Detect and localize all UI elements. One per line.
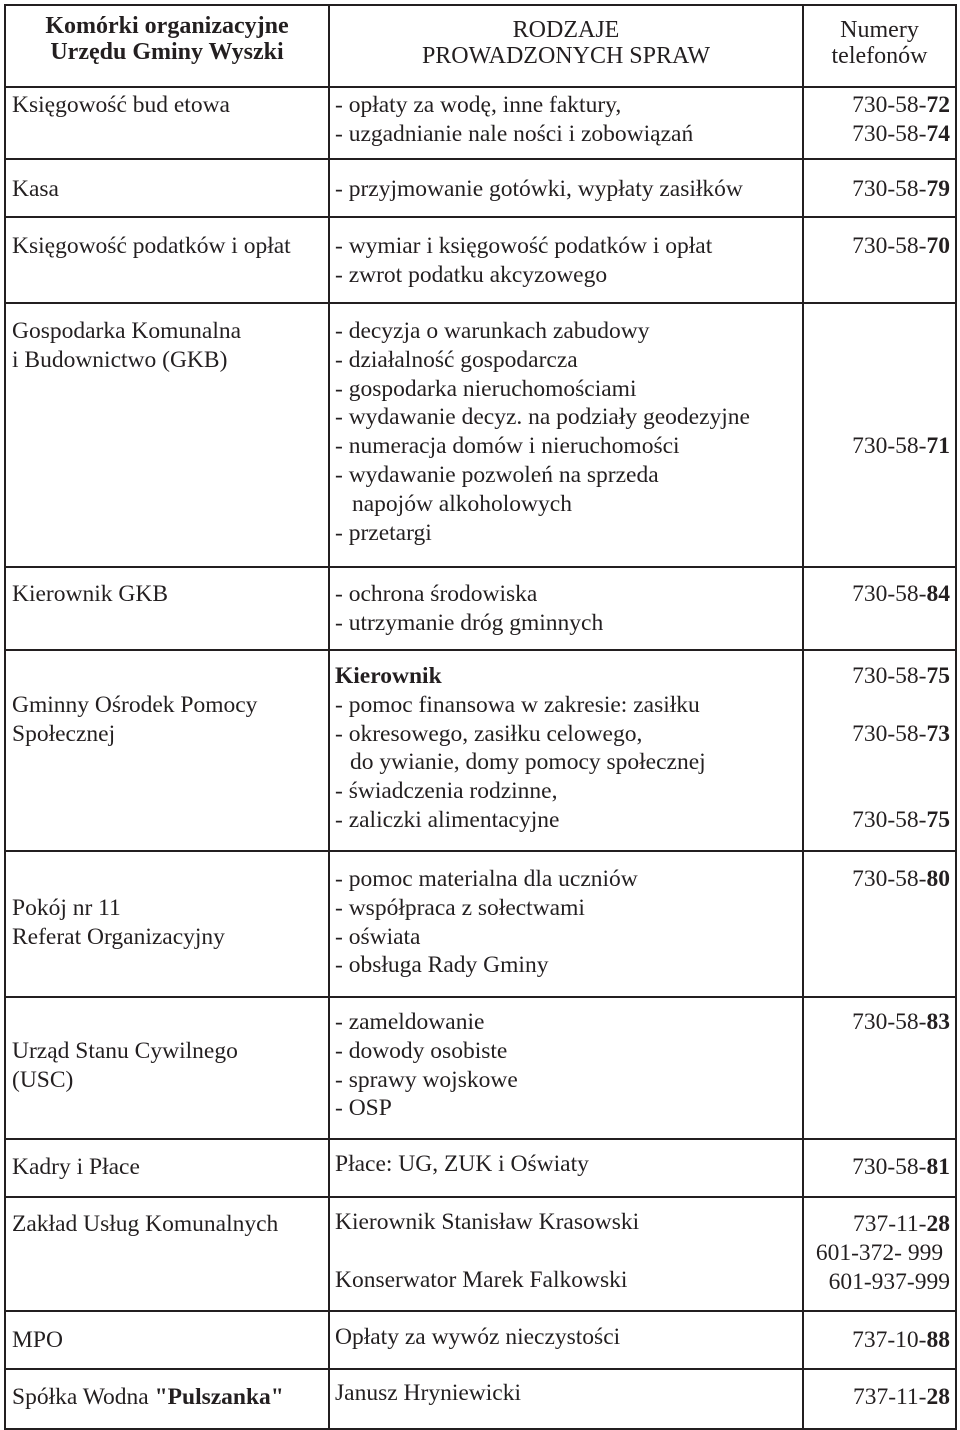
phone-number: 601-937-999: [828, 1268, 950, 1295]
unit-cell: [5, 1311, 329, 1369]
phone-number: 730-58-75: [852, 806, 950, 833]
phone-number: 730-58-73: [852, 720, 950, 747]
table-row: [5, 1197, 956, 1311]
table-row: [5, 217, 956, 303]
task-item: - obsługa Rady Gminy: [335, 952, 549, 979]
contact-table: [4, 4, 957, 1430]
task-item: - gospodarka nieruchomościami: [335, 375, 637, 402]
phone-number: 730-58-83: [852, 1009, 950, 1035]
task-item: - utrzymanie dróg gminnych: [335, 609, 604, 636]
table-row: [5, 650, 956, 851]
task-item: Kierownik Stanisław Krasowski: [335, 1209, 640, 1235]
phones-cell: [803, 567, 956, 650]
task-item: - wydawanie pozwoleń na sprzeda: [335, 461, 659, 488]
task-item: Konserwator Marek Falkowski: [335, 1266, 628, 1293]
task-item: do ywianie, domy pomocy społecznej: [350, 749, 706, 776]
task-item: Janusz Hryniewicki: [335, 1380, 521, 1406]
unit-cell: [5, 87, 329, 159]
table-row: [5, 87, 956, 159]
tasks-cell: [329, 851, 803, 997]
unit-cell: [5, 1197, 329, 1311]
table-row: [5, 1139, 956, 1197]
unit-cell: [5, 159, 329, 217]
task-item: - opłaty za wodę, inne faktury,: [335, 92, 622, 118]
unit-name: (USC): [12, 1066, 74, 1093]
task-item: - decyzja o warunkach zabudowy: [335, 318, 650, 344]
header-units: [5, 5, 329, 87]
table-row: [5, 1369, 956, 1429]
tasks-cell: [329, 1369, 803, 1429]
tasks-cell: [329, 567, 803, 650]
phone-number: 737-10-88: [852, 1327, 950, 1353]
header-tasks-line: RODZAJE: [512, 17, 620, 43]
header-row: [5, 5, 956, 87]
phones-cell: [803, 217, 956, 303]
unit-name: Gminny Ośrodek Pomocy: [12, 692, 258, 718]
phone-number: 730-58-84: [852, 581, 950, 607]
header-units-line: Komórki organizacyjne: [45, 13, 289, 39]
task-item: - pomoc materialna dla uczniów: [335, 866, 638, 892]
unit-name: i Budownictwo (GKB): [12, 346, 228, 373]
phones-cell: [803, 87, 956, 159]
task-item: - uzgadnianie nale ności i zobowiązań: [335, 120, 694, 147]
unit-name: Księgowość podatków i opłat: [12, 233, 291, 259]
phones-cell: [803, 1197, 956, 1311]
unit-name: Społecznej: [12, 720, 116, 747]
tasks-cell: [329, 217, 803, 303]
unit-name: Referat Organizacyjny: [12, 923, 225, 950]
tasks-cell: [329, 1139, 803, 1197]
table-row: [5, 851, 956, 997]
task-item: - zwrot podatku akcyzowego: [335, 261, 608, 288]
unit-name: Urząd Stanu Cywilnego: [12, 1038, 238, 1064]
task-item: - wymiar i księgowość podatków i opłat: [335, 233, 713, 259]
header-tasks: [329, 5, 803, 87]
task-item: - oświata: [335, 923, 421, 950]
table-row: [5, 303, 956, 567]
unit-cell: [5, 217, 329, 303]
phone-number: 730-58-70: [852, 233, 950, 259]
tasks-cell: [329, 87, 803, 159]
phones-cell: [803, 159, 956, 217]
task-item: Płace: UG, ZUK i Oświaty: [335, 1151, 589, 1177]
task-item: - wydawanie decyz. na podziały geodezyjne: [335, 404, 750, 431]
phone-number: 730-58-81: [852, 1154, 950, 1180]
unit-name: Kierownik GKB: [12, 581, 168, 607]
table-row: [5, 997, 956, 1139]
task-item: - świadczenia rodzinne,: [335, 778, 558, 805]
task-item: - numeracja domów i nieruchomości: [335, 433, 680, 460]
table-row: [5, 1311, 956, 1369]
phone-number: 730-58-72: [852, 92, 950, 118]
tasks-cell: [329, 303, 803, 567]
phones-cell: [803, 1311, 956, 1369]
phone-number: 730-58-75: [852, 663, 950, 689]
unit-cell: [5, 1139, 329, 1197]
phones-cell: [803, 650, 956, 851]
tasks-cell: [329, 650, 803, 851]
task-item: - OSP: [335, 1095, 392, 1122]
task-item: Opłaty za wywóz nieczystości: [335, 1324, 621, 1350]
tasks-cell: [329, 1311, 803, 1369]
phones-cell: [803, 1139, 956, 1197]
unit-name: Księgowość bud etowa: [12, 92, 230, 118]
unit-name: Spółka Wodna "Pulszanka": [12, 1384, 284, 1410]
tasks-cell: [329, 997, 803, 1139]
unit-cell: [5, 997, 329, 1139]
task-item: - działalność gospodarcza: [335, 346, 578, 373]
header-phones: [803, 5, 956, 87]
phone-number: 730-58-74: [852, 120, 950, 147]
tasks-heading: Kierownik: [335, 663, 442, 689]
phones-cell: [803, 1369, 956, 1429]
task-item: - pomoc finansowa w zakresie: zasiłku: [335, 691, 700, 718]
phone-number: 730-58-71: [852, 433, 950, 459]
task-item: - sprawy wojskowe: [335, 1066, 518, 1093]
task-item: - dowody osobiste: [335, 1037, 508, 1064]
unit-cell: [5, 567, 329, 650]
header-phones-line: telefonów: [831, 43, 928, 69]
phones-cell: [803, 303, 956, 567]
phone-number: 730-58-79: [852, 176, 950, 202]
task-item: - zameldowanie: [335, 1009, 485, 1035]
task-item: - zaliczki alimentacyjne: [335, 806, 560, 833]
unit-cell: [5, 650, 329, 851]
unit-cell: [5, 851, 329, 997]
unit-cell: [5, 1369, 329, 1429]
task-item: napojów alkoholowych: [352, 490, 572, 517]
unit-name: Zakład Usług Komunalnych: [12, 1211, 279, 1237]
task-item: - współpraca z sołectwami: [335, 894, 585, 921]
phone-number: 737-11-28: [852, 1211, 950, 1237]
task-item: - przetargi: [335, 519, 432, 546]
task-item: - przyjmowanie gotówki, wypłaty zasiłków: [335, 176, 743, 202]
table-row: [5, 567, 956, 650]
phone-number: 730-58-80: [852, 866, 950, 892]
phones-cell: [803, 997, 956, 1139]
unit-name: Kadry i Płace: [12, 1154, 140, 1180]
phone-number: 601-372- 999: [815, 1239, 944, 1266]
unit-name: MPO: [12, 1327, 63, 1353]
unit-name: Pokój nr 11: [12, 895, 121, 921]
header-units-line: Urzędu Gminy Wyszki: [50, 39, 284, 65]
tasks-cell: [329, 1197, 803, 1311]
phones-cell: [803, 851, 956, 997]
unit-name: Gospodarka Komunalna: [12, 318, 242, 344]
header-tasks-line: PROWADZONYCH SPRAW: [421, 43, 711, 69]
task-item: - okresowego, zasiłku celowego,: [335, 720, 643, 747]
header-phones-line: Numery: [840, 17, 919, 43]
table-row: [5, 159, 956, 217]
unit-cell: [5, 303, 329, 567]
phone-number: 737-11-28: [852, 1384, 950, 1410]
tasks-cell: [329, 159, 803, 217]
unit-name: Kasa: [12, 176, 59, 202]
task-item: - ochrona środowiska: [335, 581, 538, 607]
